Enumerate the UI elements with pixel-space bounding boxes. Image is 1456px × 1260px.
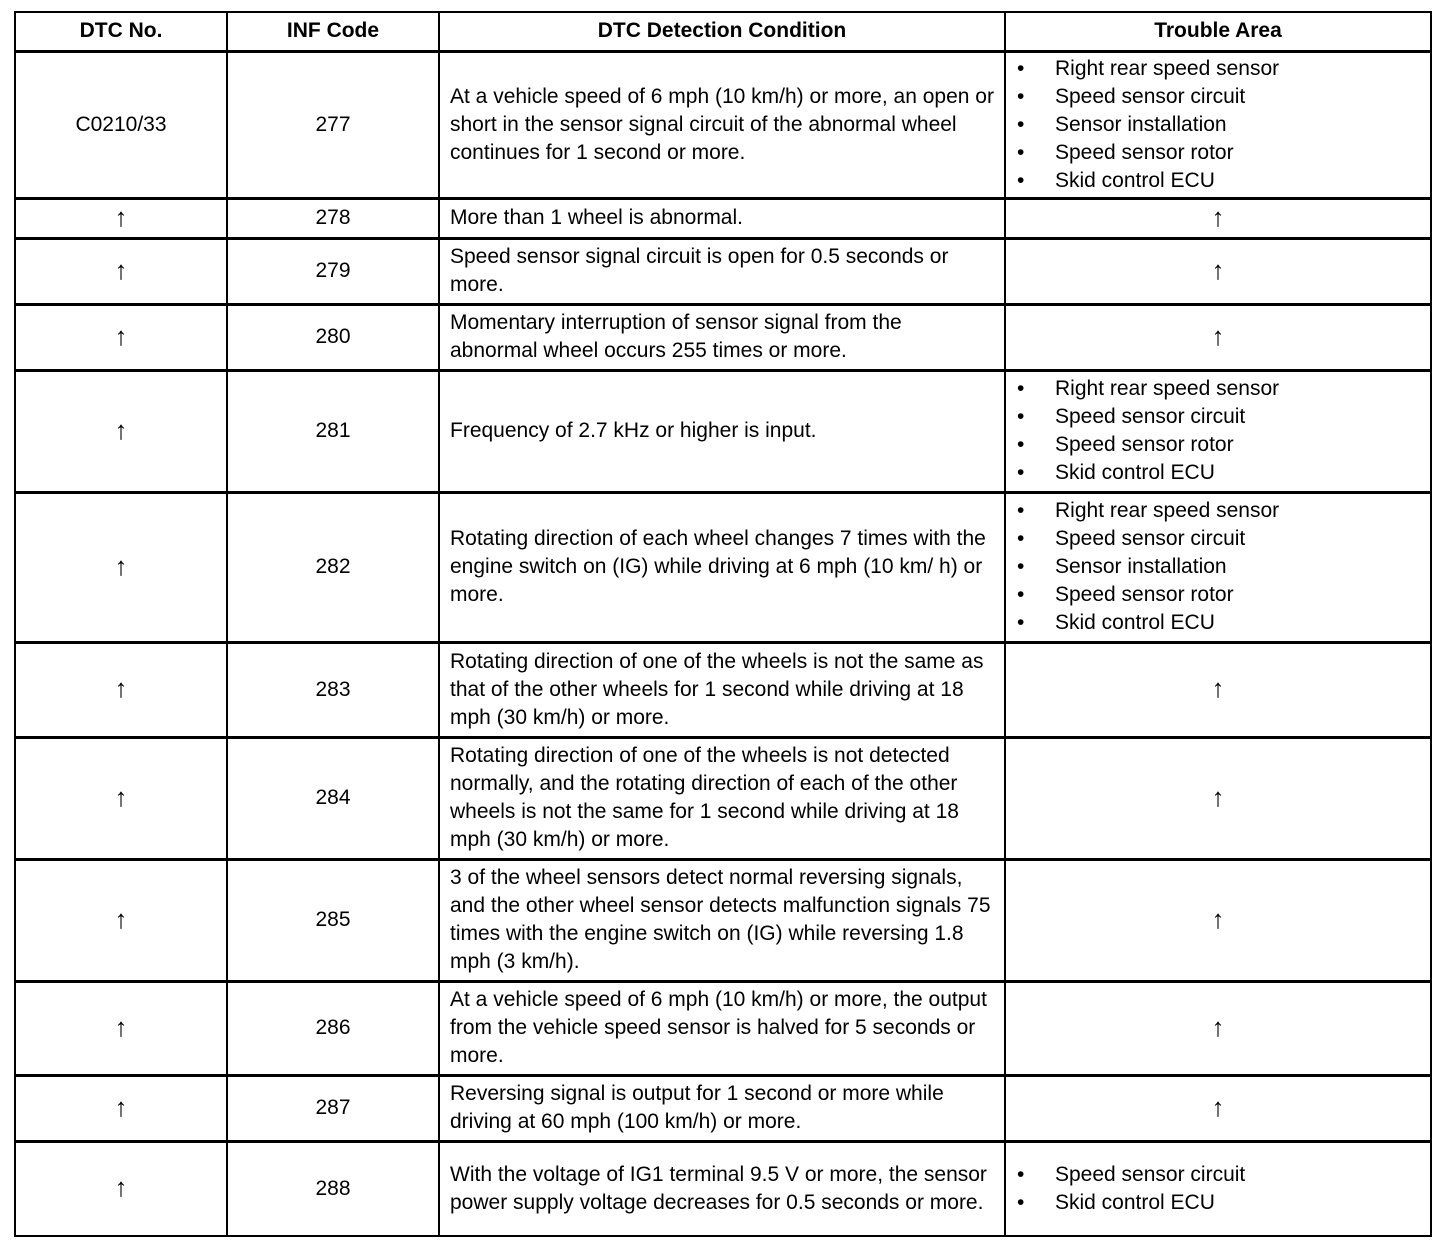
trouble-area-item: • Speed sensor circuit — [1014, 403, 1422, 431]
up-arrow-icon: ↑ — [114, 673, 128, 703]
dtc-number-same — [15, 642, 227, 737]
trouble-area — [1005, 492, 1431, 642]
trouble-area-item: • Speed sensor circuit — [1014, 83, 1422, 111]
up-arrow-icon: ↑ — [1211, 254, 1225, 285]
trouble-area-list — [1014, 55, 1422, 195]
up-arrow-icon: ↑ — [114, 903, 128, 934]
table-row — [15, 642, 1431, 737]
table-row — [15, 737, 1431, 859]
header-row — [15, 12, 1431, 51]
dtc-number: C0210/33 — [15, 51, 227, 198]
trouble-area-list — [1014, 497, 1422, 637]
inf-code: 285 — [227, 859, 439, 981]
detection-condition: More than 1 wheel is abnormal. — [439, 198, 1005, 238]
trouble-area-list — [1014, 375, 1422, 487]
table-row — [15, 492, 1431, 642]
inf-code: 282 — [227, 492, 439, 642]
up-arrow-icon: ↑ — [1211, 903, 1225, 934]
up-arrow-icon: ↑ — [1211, 1091, 1225, 1122]
dtc-table — [14, 11, 1432, 1237]
table-row — [15, 198, 1431, 238]
up-arrow-icon: ↑ — [114, 201, 128, 232]
trouble-area-item: • Skid control ECU — [1014, 459, 1422, 487]
trouble-area-same — [1005, 859, 1431, 981]
detection-condition: 3 of the wheel sensors detect normal reversing signals, and the other wheel sensor detects malfunction signals 75 times with the engine switch on (IG) while reversing 1.8 mph (3 km/h). — [439, 859, 1005, 981]
up-arrow-icon: ↑ — [114, 414, 128, 445]
trouble-area — [1005, 1141, 1431, 1236]
up-arrow-icon: ↑ — [114, 254, 128, 285]
dtc-number-same — [15, 981, 227, 1075]
dtc-number-same — [15, 492, 227, 642]
trouble-area-same — [1005, 304, 1431, 370]
trouble-area-same — [1005, 238, 1431, 304]
header-inf-code: INF Code — [227, 12, 439, 51]
up-arrow-icon: ↑ — [1211, 781, 1225, 812]
inf-code: 286 — [227, 981, 439, 1075]
trouble-area-same — [1005, 981, 1431, 1075]
header-trouble-area: Trouble Area — [1005, 12, 1431, 51]
trouble-area-item: • Right rear speed sensor — [1014, 55, 1422, 83]
table-row — [15, 304, 1431, 370]
trouble-area-item: • Skid control ECU — [1014, 609, 1422, 637]
up-arrow-icon: ↑ — [1211, 1011, 1225, 1042]
up-arrow-icon: ↑ — [1211, 320, 1225, 351]
detection-condition: Rotating direction of each wheel changes 7 times with the engine switch on (IG) while driving at 6 mph (10 km/ h) or more. — [439, 492, 1005, 642]
trouble-area — [1005, 370, 1431, 492]
table-row — [15, 1075, 1431, 1141]
detection-condition: At a vehicle speed of 6 mph (10 km/h) or more, an open or short in the sensor signal circuit of the abnormal wheel continues for 1 second or more. — [439, 51, 1005, 198]
trouble-area-item: • Speed sensor rotor — [1014, 581, 1422, 609]
header-condition: DTC Detection Condition — [439, 12, 1005, 51]
dtc-number-same — [15, 304, 227, 370]
trouble-area-item: • Sensor installation — [1014, 111, 1422, 139]
header-dtc-no: DTC No. — [15, 12, 227, 51]
detection-condition: Frequency of 2.7 kHz or higher is input. — [439, 370, 1005, 492]
dtc-number-same — [15, 198, 227, 238]
table-row — [15, 859, 1431, 981]
up-arrow-icon: ↑ — [114, 781, 128, 812]
detection-condition: With the voltage of IG1 terminal 9.5 V or more, the sensor power supply voltage decreases for 0.5 seconds or more. — [439, 1141, 1005, 1236]
dtc-number-same — [15, 238, 227, 304]
up-arrow-icon: ↑ — [114, 550, 128, 581]
trouble-area-list — [1014, 1161, 1422, 1217]
table-row — [15, 1141, 1431, 1236]
inf-code: 287 — [227, 1075, 439, 1141]
detection-condition: Momentary interruption of sensor signal from the abnormal wheel occurs 255 times or more. — [439, 304, 1005, 370]
trouble-area-item: • Sensor installation — [1014, 553, 1422, 581]
dtc-number-same — [15, 1075, 227, 1141]
detection-condition: Rotating direction of one of the wheels is not the same as that of the other wheels for 1 second while driving at 18 mph (30 km/h) or more. — [439, 642, 1005, 737]
up-arrow-icon: ↑ — [1211, 673, 1225, 703]
trouble-area-item: • Speed sensor circuit — [1014, 525, 1422, 553]
table-row — [15, 981, 1431, 1075]
inf-code: 288 — [227, 1141, 439, 1236]
dtc-number-same — [15, 1141, 227, 1236]
trouble-area-item: • Right rear speed sensor — [1014, 375, 1422, 403]
trouble-area-same — [1005, 1075, 1431, 1141]
inf-code: 280 — [227, 304, 439, 370]
inf-code: 284 — [227, 737, 439, 859]
up-arrow-icon: ↑ — [1211, 201, 1225, 232]
inf-code: 281 — [227, 370, 439, 492]
trouble-area — [1005, 51, 1431, 198]
inf-code: 279 — [227, 238, 439, 304]
trouble-area-item: • Speed sensor circuit — [1014, 1161, 1422, 1189]
table-row — [15, 370, 1431, 492]
table-row — [15, 51, 1431, 198]
up-arrow-icon: ↑ — [114, 320, 128, 351]
up-arrow-icon: ↑ — [114, 1011, 128, 1042]
dtc-number-same — [15, 737, 227, 859]
trouble-area-same — [1005, 198, 1431, 238]
up-arrow-icon: ↑ — [114, 1172, 128, 1203]
dtc-number-same — [15, 859, 227, 981]
trouble-area-item: • Skid control ECU — [1014, 167, 1422, 195]
inf-code: 278 — [227, 198, 439, 238]
detection-condition: At a vehicle speed of 6 mph (10 km/h) or more, the output from the vehicle speed sensor is halved for 5 seconds or more. — [439, 981, 1005, 1075]
detection-condition: Reversing signal is output for 1 second or more while driving at 60 mph (100 km/h) or more. — [439, 1075, 1005, 1141]
trouble-area-item: • Speed sensor rotor — [1014, 139, 1422, 167]
dtc-number-same — [15, 370, 227, 492]
inf-code: 283 — [227, 642, 439, 737]
table-row — [15, 238, 1431, 304]
up-arrow-icon: ↑ — [114, 1091, 128, 1122]
inf-code: 277 — [227, 51, 439, 198]
trouble-area-same — [1005, 737, 1431, 859]
trouble-area-item: • Skid control ECU — [1014, 1189, 1422, 1217]
trouble-area-item: • Right rear speed sensor — [1014, 497, 1422, 525]
trouble-area-item: • Speed sensor rotor — [1014, 431, 1422, 459]
trouble-area-same — [1005, 642, 1431, 737]
detection-condition: Speed sensor signal circuit is open for 0.5 seconds or more. — [439, 238, 1005, 304]
detection-condition: Rotating direction of one of the wheels is not detected normally, and the rotating direction of each of the other wheels is not the same for 1 second while driving at 18 mph (30 km/h) or more. — [439, 737, 1005, 859]
